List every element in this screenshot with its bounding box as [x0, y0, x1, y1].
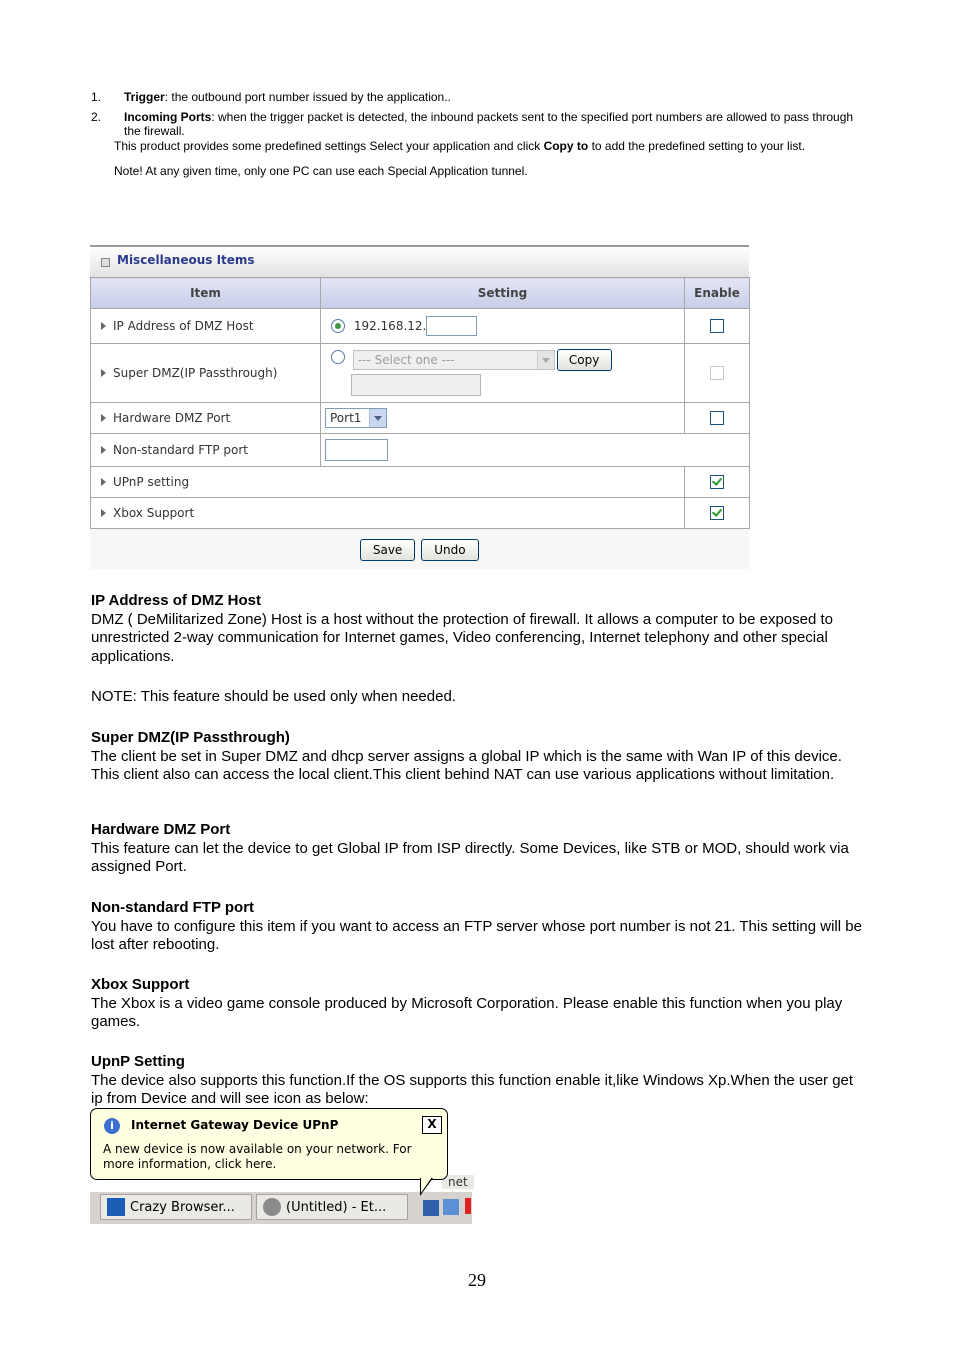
bullet-arrow-icon	[101, 478, 106, 486]
intro-list	[91, 90, 871, 144]
copy-to-term: Copy to	[543, 139, 589, 153]
section-body: You have to configure this item if you want to access an FTP server whose port number is not 21. This setting will be lost after rebooting.	[91, 917, 862, 953]
column-header-setting: Setting	[321, 278, 685, 309]
section-heading: IP Address of DMZ Host	[91, 592, 262, 609]
balloon-tail-fill	[421, 1177, 432, 1193]
table-row	[91, 403, 750, 434]
section-heading: UpnP Setting	[91, 1053, 185, 1070]
row-label: IP Address of DMZ Host	[113, 319, 254, 333]
misc-table	[90, 277, 750, 529]
taskbar	[90, 1175, 472, 1224]
table-row	[91, 434, 750, 467]
taskbar-button-crazy-browser[interactable]	[100, 1194, 252, 1220]
button-bar	[90, 529, 749, 569]
tray-red-icon[interactable]	[465, 1198, 471, 1214]
list-item	[91, 110, 871, 138]
bullet-arrow-icon	[101, 369, 106, 377]
save-button[interactable]: Save	[360, 539, 415, 561]
section-box-icon	[101, 258, 110, 267]
upnp-balloon[interactable]	[90, 1108, 448, 1180]
hidden-button-text: net	[442, 1175, 474, 1189]
super-dmz-enable-checkbox[interactable]	[710, 366, 724, 380]
bullet-arrow-icon	[101, 509, 106, 517]
section-heading: Hardware DMZ Port	[91, 821, 231, 838]
close-icon[interactable]: X	[422, 1116, 442, 1134]
super-dmz-select[interactable]	[353, 350, 555, 370]
column-header-enable: Enable	[685, 278, 750, 309]
column-header-item: Item	[91, 278, 321, 309]
row-label: Super DMZ(IP Passthrough)	[113, 366, 278, 380]
table-row	[91, 467, 750, 498]
table-row	[91, 498, 750, 529]
xbox-enable-checkbox[interactable]	[710, 506, 724, 520]
section-body: The device also supports this function.If the OS supports this function enable it,like Windows Xp.When the user get ip from Device and will see icon as below:	[91, 1071, 854, 1107]
list-number: 2.	[91, 110, 102, 124]
taskbar-button-label: Crazy Browser...	[130, 1200, 235, 1215]
bullet-arrow-icon	[101, 446, 106, 454]
section-upnp	[91, 1053, 866, 1109]
page-number: 29	[468, 1270, 486, 1290]
chevron-down-icon	[369, 409, 386, 427]
upnp-enable-checkbox[interactable]	[710, 475, 724, 489]
misc-items-panel	[90, 245, 749, 568]
note-paragraph: Note! At any given time, only one PC can use each Special Application tunnel.	[114, 164, 528, 178]
dmz-host-ip-input[interactable]	[426, 316, 477, 336]
table-row	[91, 309, 750, 344]
network-connection-icon[interactable]	[443, 1199, 459, 1215]
panel-header	[90, 245, 749, 277]
row-label: UPnP setting	[113, 475, 190, 489]
dmz-host-enable-checkbox[interactable]	[710, 319, 724, 333]
predefined-text-end: to add the predefined setting to your list.	[588, 139, 806, 153]
bullet-arrow-icon	[101, 414, 106, 422]
upnp-notification-screenshot	[90, 1108, 472, 1224]
section-body: NOTE: This feature should be used only when needed.	[91, 688, 456, 705]
app-circle-icon	[263, 1198, 281, 1216]
predefined-text: This product provides some predefined settings Select your application and click	[114, 139, 544, 153]
balloon-title: Internet Gateway Device UPnP	[131, 1118, 339, 1132]
list-item	[91, 90, 871, 104]
select-value: Port1	[330, 411, 362, 425]
section-body: This feature can let the device to get Global IP from ISP directly. Some Devices, like STB or MOD, should work via assigned Port.	[91, 839, 849, 875]
section-body: The client be set in Super DMZ and dhcp server assigns a global IP which is the same with Wan IP of this device. This client also can access the local client.This client behind NAT can use various applications without limitation.	[91, 747, 842, 783]
ip-prefix: 192.168.12.	[353, 318, 427, 333]
dmz-host-radio[interactable]	[331, 319, 345, 333]
bullet-arrow-icon	[101, 322, 106, 330]
section-xbox	[91, 976, 866, 1032]
row-label: Xbox Support	[113, 506, 195, 520]
section-dmz-host	[91, 592, 866, 666]
section-body: The Xbox is a video game console produced by Microsoft Corporation. Please enable this function when you play games.	[91, 994, 843, 1030]
list-text: : the outbound port number issued by the application..	[164, 90, 451, 104]
section-heading: Super DMZ(IP Passthrough)	[91, 729, 290, 746]
balloon-message[interactable]: A new device is now available on your network. For more information, click here.	[103, 1142, 412, 1171]
network-computer-icon[interactable]	[423, 1200, 439, 1216]
section-note	[91, 688, 866, 707]
list-term: Trigger	[124, 90, 165, 104]
row-label: Non-standard FTP port	[113, 443, 248, 457]
taskbar-button-label: (Untitled) - Et...	[286, 1200, 387, 1215]
info-icon: i	[104, 1118, 120, 1134]
hw-dmz-port-select[interactable]	[325, 408, 387, 428]
table-row	[91, 344, 750, 403]
row-label: Hardware DMZ Port	[113, 411, 231, 425]
section-heading: Xbox Support	[91, 976, 190, 993]
taskbar-button-untitled[interactable]	[256, 1194, 408, 1220]
chevron-down-icon	[537, 351, 554, 369]
section-hardware-dmz	[91, 821, 866, 877]
list-number: 1.	[91, 90, 102, 104]
ftp-port-input[interactable]	[325, 439, 388, 461]
list-term: Incoming Ports	[124, 110, 212, 124]
section-super-dmz	[91, 729, 866, 785]
section-heading: Non-standard FTP port	[91, 899, 255, 916]
select-value: --- Select one ---	[357, 353, 455, 367]
crazy-browser-icon	[107, 1198, 125, 1216]
section-body: DMZ ( DeMilitarized Zone) Host is a host without the protection of firewall. It allows a computer to be exposed to unrestricted 2-way communication for Internet games, Video conferencing, Internet telephony and other special applications.	[91, 610, 833, 665]
section-ftp-port	[91, 899, 866, 955]
copy-button[interactable]: Copy	[557, 349, 612, 371]
super-dmz-radio[interactable]	[331, 350, 345, 364]
list-text: : when the trigger packet is detected, the inbound packets sent to the specified port numbers are allowed to pass through the firewall.	[124, 110, 854, 138]
super-dmz-mac-input[interactable]	[351, 374, 481, 396]
panel-title: Miscellaneous Items	[117, 253, 255, 267]
predefined-paragraph	[114, 139, 805, 153]
hw-dmz-enable-checkbox[interactable]	[710, 411, 724, 425]
undo-button[interactable]: Undo	[421, 539, 479, 561]
